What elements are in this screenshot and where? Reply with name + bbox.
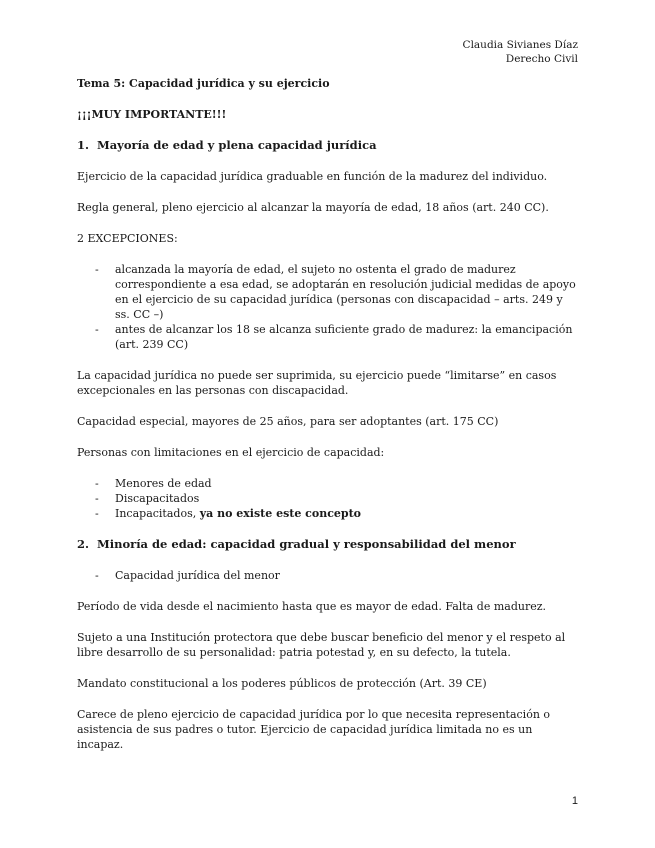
paragraph: Sujeto a una Institución protectora que debe buscar beneficio del menor y el respeto al libre desarrollo de su personalidad: patria potestad y, en su defecto, la tutela. xyxy=(77,631,566,659)
section-2-list xyxy=(77,568,579,583)
list-item-text: Discapacitados xyxy=(115,492,200,505)
dash-bullet: - xyxy=(95,477,99,490)
paragraph: Personas con limitaciones en el ejercicio de capacidad: xyxy=(77,446,385,459)
section-1-heading xyxy=(77,138,579,153)
paragraph: Regla general, pleno ejercicio al alcanzar la mayoría de edad, 18 años (art. 240 CC). xyxy=(77,201,549,214)
dash-bullet: - xyxy=(95,263,99,276)
list-item xyxy=(95,476,579,491)
dash-bullet: - xyxy=(95,323,99,336)
list-item-text-plain: Incapacitados, xyxy=(115,507,200,520)
list-item xyxy=(95,262,579,322)
section-1-title: Mayoría de edad y plena capacidad jurídica xyxy=(97,138,377,152)
document-body xyxy=(77,76,579,768)
list-item-text-bold: ya no existe este concepto xyxy=(199,507,362,520)
important-note: ¡¡¡MUY IMPORTANTE!!! xyxy=(77,108,227,121)
paragraph: Período de vida desde el nacimiento hasta que es mayor de edad. Falta de madurez. xyxy=(77,600,547,613)
list-item xyxy=(95,322,579,352)
list-item-text: Capacidad jurídica del menor xyxy=(115,569,280,582)
paragraph: 2 EXCEPCIONES: xyxy=(77,232,178,245)
list-item xyxy=(95,568,579,583)
section-2-title: Minoría de edad: capacidad gradual y responsabilidad del menor xyxy=(97,537,516,551)
list-item-text: Menores de edad xyxy=(115,477,212,490)
header-subject: Derecho Civil xyxy=(505,53,578,65)
paragraph: Carece de pleno ejercicio de capacidad jurídica por lo que necesita representación o asistencia de sus padres o tutor. Ejercicio de capacidad jurídica limitada no es un incapaz. xyxy=(77,708,551,751)
paragraph: La capacidad jurídica no puede ser suprimida, su ejercicio puede “limitarse” en casos excepcionales en las personas con discapacidad. xyxy=(77,369,557,397)
dash-bullet: - xyxy=(95,507,99,520)
exceptions-list xyxy=(77,262,579,352)
section-2-heading xyxy=(77,537,579,552)
paragraph: Mandato constitucional a los poderes públicos de protección (Art. 39 CE) xyxy=(77,677,487,690)
section-1-number: 1. xyxy=(77,138,90,152)
list-item xyxy=(95,506,579,521)
paragraph: Ejercicio de la capacidad jurídica graduable en función de la madurez del individuo. xyxy=(77,170,548,183)
dash-bullet: - xyxy=(95,492,99,505)
page-number: 1 xyxy=(571,795,578,807)
header-author: Claudia Sivianes Díaz xyxy=(462,39,578,51)
dash-bullet: - xyxy=(95,569,99,582)
document-title: Tema 5: Capacidad jurídica y su ejercicio xyxy=(77,77,330,90)
list-item-text: antes de alcanzar los 18 se alcanza suficiente grado de madurez: la emancipación (art. 239 CC) xyxy=(115,323,573,351)
list-item xyxy=(95,491,579,506)
page-header xyxy=(463,38,578,66)
limitations-list xyxy=(77,476,579,521)
paragraph: Capacidad especial, mayores de 25 años, para ser adoptantes (art. 175 CC) xyxy=(77,415,499,428)
list-item-text xyxy=(115,506,579,521)
list-item-text: alcanzada la mayoría de edad, el sujeto no ostenta el grado de madurez correspondiente a esa edad, se adoptarán en resolución judicial medidas de apoyo en el ejercicio de su capacidad jurídica (personas con discapacidad – arts. 249 y ss. CC –) xyxy=(115,263,576,321)
section-2-number: 2. xyxy=(77,537,90,551)
